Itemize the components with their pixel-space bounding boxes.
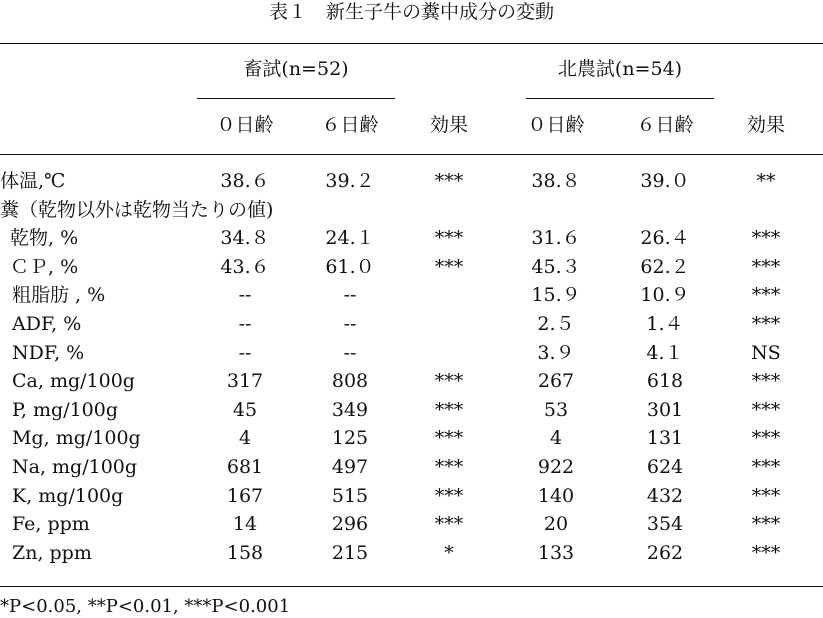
table-cell: 4 — [238, 427, 252, 449]
table-cell: 4.１ — [646, 342, 684, 364]
table-cell: 296 — [331, 513, 369, 535]
table-cell: 432 — [646, 485, 684, 507]
table-cell: 215 — [331, 542, 369, 564]
table-cell: *** — [751, 485, 781, 507]
row-label: 糞（乾物以外は乾物当たりの値) — [0, 199, 274, 221]
table-cell: *** — [751, 256, 781, 278]
row-label: NDF, % — [12, 342, 85, 364]
row-label: Ca, mg/100g — [12, 370, 135, 392]
table-cell: *** — [434, 399, 464, 421]
table-cell: 43.６ — [220, 256, 270, 278]
table-cell: *** — [751, 399, 781, 421]
table-cell: 34.８ — [220, 227, 270, 249]
table-cell: 301 — [646, 399, 684, 421]
table-cell: 618 — [646, 370, 684, 392]
table-cell: 2.５ — [537, 313, 575, 335]
row-label: 乾物, % — [10, 227, 79, 249]
table-cell: 349 — [331, 399, 369, 421]
table-cell: 681 — [226, 456, 264, 478]
table-cell: *** — [751, 227, 781, 249]
table-cell: *** — [751, 313, 781, 335]
table-cell: 922 — [537, 456, 575, 478]
table-cell: 61.０ — [325, 256, 375, 278]
table-cell: -- — [238, 313, 252, 335]
table-cell: 1.４ — [646, 313, 684, 335]
table-cell: 38.８ — [531, 170, 581, 192]
table-cell: 39.０ — [640, 170, 690, 192]
table-cell: 267 — [537, 370, 575, 392]
table-cell: *** — [751, 370, 781, 392]
table-cell: ** — [756, 170, 776, 192]
table-cell: 497 — [331, 456, 369, 478]
table-cell: 38.６ — [220, 170, 270, 192]
table-cell: 14 — [232, 513, 258, 535]
table-cell: 24.１ — [325, 227, 375, 249]
table-cell: 15.９ — [531, 284, 581, 306]
table-cell: 62.２ — [640, 256, 690, 278]
header-rule — [0, 154, 823, 155]
subheader-effect-hokunou: 効果 — [746, 114, 785, 136]
table-cell: 624 — [646, 456, 684, 478]
table-cell: *** — [751, 456, 781, 478]
row-label: Zn, ppm — [12, 542, 92, 564]
subheader-day0-hokunou: ０日齢 — [527, 114, 585, 136]
table-cell: 354 — [646, 513, 684, 535]
table-cell: -- — [343, 284, 357, 306]
table-cell: *** — [751, 427, 781, 449]
row-label: ADF, % — [12, 313, 82, 335]
table-cell: 131 — [646, 427, 684, 449]
row-label: ＣＰ, % — [10, 256, 79, 278]
table-cell: 4 — [549, 427, 563, 449]
bottom-rule — [0, 586, 823, 587]
table-cell: 167 — [226, 485, 264, 507]
group-rule-chikushi — [197, 98, 395, 99]
table-cell: *** — [434, 256, 464, 278]
table-cell: 515 — [331, 485, 369, 507]
table-cell: 53 — [543, 399, 569, 421]
subheader-day0-chikushi: ０日齢 — [216, 114, 274, 136]
table-cell: -- — [343, 342, 357, 364]
table-cell: *** — [434, 456, 464, 478]
table-cell: 158 — [226, 542, 264, 564]
table-cell: *** — [434, 170, 464, 192]
row-label: 体温,℃ — [0, 170, 66, 192]
table-cell: *** — [751, 513, 781, 535]
table-cell: *** — [434, 513, 464, 535]
table-cell: 133 — [537, 542, 575, 564]
table-cell: 45 — [232, 399, 258, 421]
table-cell: 31.６ — [531, 227, 581, 249]
group-header-chikushi: 畜試(n=52) — [243, 58, 349, 80]
table-cell: * — [444, 542, 454, 564]
table-cell: *** — [434, 227, 464, 249]
table-cell: 10.９ — [640, 284, 690, 306]
table-cell: 125 — [331, 427, 369, 449]
table-cell: NS — [751, 342, 781, 364]
table-cell: 45.３ — [531, 256, 581, 278]
table-cell: -- — [238, 342, 252, 364]
subheader-day6-chikushi: ６日齢 — [321, 114, 379, 136]
row-label: Fe, ppm — [12, 513, 90, 535]
table-cell: -- — [343, 313, 357, 335]
subheader-effect-chikushi: 効果 — [429, 114, 468, 136]
table-cell: 20 — [543, 513, 569, 535]
top-rule — [0, 43, 823, 44]
group-header-hokunou: 北農試(n=54) — [557, 58, 683, 80]
table-cell: 26.４ — [640, 227, 690, 249]
table-cell: 262 — [646, 542, 684, 564]
table-cell: *** — [751, 542, 781, 564]
table-cell: 3.９ — [537, 342, 575, 364]
table-title: 表１ 新生子牛の糞中成分の変動 — [268, 1, 554, 23]
table-cell: *** — [751, 284, 781, 306]
table-cell: 140 — [537, 485, 575, 507]
table-cell: *** — [434, 485, 464, 507]
row-label: Mg, mg/100g — [12, 427, 141, 449]
row-label: Na, mg/100g — [12, 456, 138, 478]
table-cell: *** — [434, 370, 464, 392]
subheader-day6-hokunou: ６日齢 — [636, 114, 694, 136]
table-cell: *** — [434, 427, 464, 449]
table-cell: -- — [238, 284, 252, 306]
table-cell: 808 — [331, 370, 369, 392]
row-label: 粗脂肪 , % — [12, 284, 106, 306]
row-label: K, mg/100g — [12, 485, 124, 507]
footnote: *P<0.05, **P<0.01, ***P<0.001 — [0, 596, 291, 617]
table-cell: 317 — [226, 370, 264, 392]
row-label: P, mg/100g — [12, 399, 119, 421]
group-rule-hokunou — [526, 98, 714, 99]
table-cell: 39.２ — [325, 170, 375, 192]
